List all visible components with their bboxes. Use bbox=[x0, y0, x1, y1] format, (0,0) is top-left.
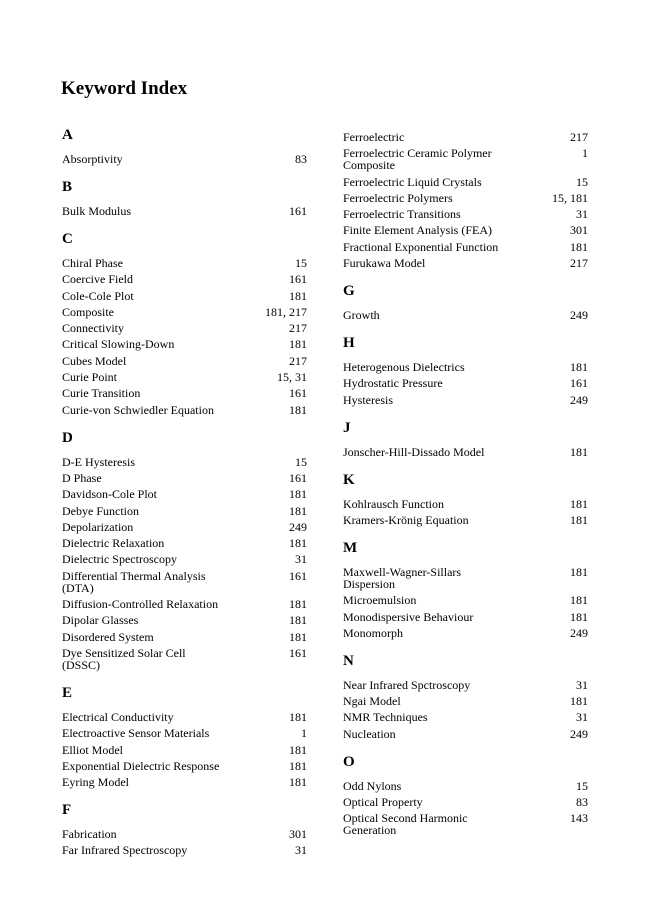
index-entry bbox=[62, 553, 307, 565]
entry-pages: 181 bbox=[289, 487, 307, 502]
entry-pages: 31 bbox=[295, 552, 307, 567]
index-entry bbox=[343, 711, 588, 723]
entry-term: Kohlrausch Function bbox=[343, 496, 444, 511]
index-entry bbox=[62, 306, 307, 318]
entry-pages: 161 bbox=[289, 470, 307, 485]
index-entry bbox=[343, 208, 588, 220]
entry-term: Jonscher-Hill-Dissado Model bbox=[343, 444, 485, 459]
index-section bbox=[62, 684, 307, 788]
index-entry bbox=[343, 446, 588, 458]
index-column-right bbox=[343, 131, 588, 849]
index-entry bbox=[62, 387, 307, 399]
entry-term: Microemulsion bbox=[343, 593, 417, 608]
entry-term: Fractional Exponential Function bbox=[343, 239, 499, 254]
entry-term: Optical Property bbox=[343, 795, 423, 810]
entry-pages: 217 bbox=[570, 256, 588, 271]
entry-pages: 181 bbox=[570, 512, 588, 527]
entry-term: Bulk Modulus bbox=[62, 204, 132, 218]
index-entry bbox=[343, 224, 588, 236]
entry-pages: 1 bbox=[301, 726, 307, 741]
entry-pages: 249 bbox=[289, 519, 307, 534]
index-section bbox=[343, 334, 588, 406]
entry-term: Monodispersive Behaviour bbox=[343, 609, 474, 624]
entry-term: Kramers-Krönig Equation bbox=[343, 512, 469, 527]
entry-term: Disordered System bbox=[62, 629, 154, 644]
entry-pages: 181 bbox=[289, 742, 307, 757]
entry-term: Coercive Field bbox=[62, 272, 133, 287]
index-entry bbox=[343, 695, 588, 707]
entry-pages: 181 bbox=[289, 288, 307, 303]
entry-pages: 83 bbox=[295, 152, 307, 166]
entry-term: Ferroelectric Ceramic Polymer Composite bbox=[343, 146, 492, 173]
index-entry bbox=[62, 257, 307, 269]
entry-term: Diffusion-Controlled Relaxation bbox=[62, 597, 219, 612]
entry-pages: 249 bbox=[570, 726, 588, 741]
index-section bbox=[343, 419, 588, 458]
page-title: Keyword Index bbox=[61, 78, 188, 99]
section-letter-heading: E bbox=[62, 684, 73, 701]
entry-term: Chiral Phase bbox=[62, 256, 123, 270]
index-entry bbox=[62, 273, 307, 285]
index-section bbox=[343, 652, 588, 740]
entry-term: Exponential Dielectric Response bbox=[62, 758, 220, 773]
index-entry bbox=[343, 394, 588, 406]
index-entry bbox=[62, 472, 307, 484]
section-letter-heading: B bbox=[62, 179, 73, 195]
index-entry bbox=[343, 361, 588, 373]
entry-pages: 249 bbox=[570, 308, 588, 323]
entry-term: Ngai Model bbox=[343, 694, 401, 709]
entry-term: Cole-Cole Plot bbox=[62, 288, 134, 303]
entry-pages: 181 bbox=[289, 629, 307, 644]
index-entry bbox=[343, 594, 588, 606]
entry-term: Dielectric Relaxation bbox=[62, 536, 165, 551]
entry-pages: 161 bbox=[289, 645, 307, 660]
entry-term: Maxwell-Wagner-Sillars Dispersion bbox=[343, 564, 462, 591]
index-entry bbox=[343, 241, 588, 253]
entry-term: Monomorph bbox=[343, 625, 403, 640]
entry-pages: 249 bbox=[570, 392, 588, 407]
index-entry bbox=[62, 290, 307, 302]
entry-pages: 181 bbox=[289, 402, 307, 417]
entry-term: Eyring Model bbox=[62, 775, 129, 790]
entry-pages: 217 bbox=[289, 321, 307, 336]
entry-pages: 181 bbox=[289, 503, 307, 518]
index-entry bbox=[343, 257, 588, 269]
index-entry bbox=[62, 505, 307, 517]
entry-term: Dielectric Spectroscopy bbox=[62, 552, 177, 567]
entry-term: Ferroelectric bbox=[343, 130, 405, 144]
section-letter-heading: D bbox=[62, 429, 73, 446]
entry-term: D-E Hysteresis bbox=[62, 454, 135, 469]
index-entry bbox=[62, 338, 307, 350]
index-entry bbox=[343, 131, 588, 143]
entry-term: Ferroelectric Liquid Crystals bbox=[343, 174, 482, 189]
index-entry bbox=[62, 598, 307, 610]
index-entry bbox=[343, 780, 588, 792]
entry-pages: 15 bbox=[576, 174, 588, 189]
index-entry bbox=[343, 176, 588, 188]
entry-pages: 181 bbox=[289, 337, 307, 352]
entry-pages: 217 bbox=[289, 353, 307, 368]
entry-term: Connectivity bbox=[62, 321, 124, 336]
index-column-left bbox=[62, 126, 307, 869]
entry-term: Electrical Conductivity bbox=[62, 709, 174, 724]
entry-term: Differential Thermal Analysis (DTA) bbox=[62, 568, 206, 595]
index-entry bbox=[62, 828, 307, 840]
entry-pages: 181 bbox=[570, 593, 588, 608]
section-letter-heading: F bbox=[62, 802, 72, 819]
index-section bbox=[343, 471, 588, 526]
entry-term: Optical Second Harmonic Generation bbox=[343, 811, 468, 838]
entry-pages: 181 bbox=[570, 444, 588, 459]
index-entry bbox=[62, 727, 307, 739]
entry-pages: 181 bbox=[289, 758, 307, 773]
entry-term: Ferroelectric Transitions bbox=[343, 207, 461, 222]
entry-term: Finite Element Analysis (FEA) bbox=[343, 223, 492, 238]
section-letter-heading: K bbox=[343, 471, 355, 488]
entry-term: Near Infrared Spctroscopy bbox=[343, 677, 471, 692]
index-entry bbox=[62, 631, 307, 643]
entry-pages: 15 bbox=[295, 256, 307, 270]
entry-pages: 249 bbox=[570, 625, 588, 640]
section-letter-heading: H bbox=[343, 335, 355, 352]
index-entry bbox=[343, 498, 588, 510]
index-section bbox=[62, 126, 307, 165]
index-entry bbox=[62, 205, 307, 217]
entry-term: Ferroelectric Polymers bbox=[343, 190, 453, 205]
entry-term: Curie-von Schwiedler Equation bbox=[62, 402, 214, 417]
entry-pages: 31 bbox=[295, 843, 307, 858]
entry-pages: 181 bbox=[570, 496, 588, 511]
index-entry bbox=[62, 776, 307, 788]
entry-term: Growth bbox=[343, 308, 380, 323]
index-entry bbox=[343, 812, 588, 836]
entry-pages: 161 bbox=[570, 376, 588, 391]
index-section bbox=[62, 230, 307, 416]
index-entry bbox=[62, 322, 307, 334]
index-entry bbox=[343, 566, 588, 590]
index-section bbox=[343, 282, 588, 321]
entry-term: Critical Slowing-Down bbox=[62, 337, 175, 352]
entry-term: Curie Transition bbox=[62, 386, 141, 401]
index-entry bbox=[343, 514, 588, 526]
section-letter-heading: C bbox=[62, 231, 73, 247]
entry-pages: 161 bbox=[289, 272, 307, 287]
section-letter-heading: N bbox=[343, 652, 354, 669]
index-entry bbox=[343, 728, 588, 740]
entry-pages: 181 bbox=[570, 239, 588, 254]
entry-pages: 181 bbox=[289, 613, 307, 628]
index-entry bbox=[62, 744, 307, 756]
entry-pages: 301 bbox=[289, 827, 307, 842]
entry-pages: 181 bbox=[289, 597, 307, 612]
entry-term: Electroactive Sensor Materials bbox=[62, 726, 210, 741]
entry-pages: 31 bbox=[576, 710, 588, 725]
index-entry bbox=[62, 711, 307, 723]
entry-term: Dipolar Glasses bbox=[62, 613, 139, 628]
index-entry bbox=[62, 537, 307, 549]
entry-pages: 31 bbox=[576, 677, 588, 692]
index-entry bbox=[62, 488, 307, 500]
index-entry bbox=[343, 192, 588, 204]
index-entry bbox=[343, 147, 588, 171]
entry-pages: 15, 31 bbox=[277, 370, 307, 385]
index-entry bbox=[343, 627, 588, 639]
index-entry bbox=[343, 679, 588, 691]
entry-pages: 83 bbox=[576, 795, 588, 810]
entry-term: Hydrostatic Pressure bbox=[343, 376, 443, 391]
entry-pages: 31 bbox=[576, 207, 588, 222]
entry-term: Nucleation bbox=[343, 726, 396, 741]
index-entry bbox=[62, 647, 307, 671]
index-entry bbox=[62, 456, 307, 468]
entry-pages: 143 bbox=[570, 811, 588, 826]
entry-term: Hysteresis bbox=[343, 392, 393, 407]
entry-term: D Phase bbox=[62, 470, 102, 485]
entry-pages: 161 bbox=[289, 568, 307, 583]
index-section bbox=[343, 539, 588, 639]
entry-pages: 181 bbox=[289, 709, 307, 724]
index-section bbox=[62, 178, 307, 217]
entry-term: Fabrication bbox=[62, 827, 117, 842]
entry-term: Cubes Model bbox=[62, 353, 127, 368]
entry-term: Furukawa Model bbox=[343, 256, 426, 271]
index-section bbox=[62, 429, 307, 671]
entry-pages: 181 bbox=[570, 564, 588, 579]
entry-term: Dye Sensitized Solar Cell (DSSC) bbox=[62, 645, 186, 672]
entry-pages: 181, 217 bbox=[265, 304, 307, 319]
entry-pages: 181 bbox=[570, 694, 588, 709]
entry-pages: 15, 181 bbox=[552, 190, 588, 205]
entry-pages: 181 bbox=[570, 360, 588, 375]
index-entry bbox=[62, 153, 307, 165]
section-letter-heading: J bbox=[343, 419, 351, 436]
index-section bbox=[343, 753, 588, 837]
entry-pages: 161 bbox=[289, 204, 307, 218]
section-letter-heading: A bbox=[62, 127, 73, 143]
section-letter-heading: M bbox=[343, 539, 358, 556]
entry-pages: 301 bbox=[570, 223, 588, 238]
entry-term: Composite bbox=[62, 304, 115, 319]
index-entry bbox=[62, 614, 307, 626]
entry-term: Odd Nylons bbox=[343, 778, 402, 793]
entry-pages: 15 bbox=[295, 454, 307, 469]
entry-term: Davidson-Cole Plot bbox=[62, 487, 157, 502]
index-entry bbox=[62, 844, 307, 856]
index-entry bbox=[62, 355, 307, 367]
entry-term: NMR Techniques bbox=[343, 710, 428, 725]
entry-pages: 161 bbox=[289, 386, 307, 401]
entry-term: Depolarization bbox=[62, 519, 134, 534]
entry-term: Heterogenous Dielectrics bbox=[343, 360, 465, 375]
index-entry bbox=[62, 760, 307, 772]
index-entry bbox=[343, 377, 588, 389]
index-entry bbox=[62, 521, 307, 533]
entry-term: Debye Function bbox=[62, 503, 139, 518]
index-entry bbox=[62, 570, 307, 594]
entry-pages: 15 bbox=[576, 778, 588, 793]
entry-pages: 181 bbox=[289, 536, 307, 551]
index-entry bbox=[343, 611, 588, 623]
entry-term: Far Infrared Spectroscopy bbox=[62, 843, 188, 858]
entry-pages: 217 bbox=[570, 130, 588, 144]
entry-pages: 181 bbox=[570, 609, 588, 624]
index-entry bbox=[343, 309, 588, 321]
index-section bbox=[343, 131, 588, 269]
section-letter-heading: G bbox=[343, 283, 355, 300]
entry-pages: 1 bbox=[582, 146, 588, 161]
index-section bbox=[62, 801, 307, 856]
entry-pages: 181 bbox=[289, 775, 307, 790]
index-entry bbox=[62, 371, 307, 383]
entry-term: Elliot Model bbox=[62, 742, 123, 757]
section-letter-heading: O bbox=[343, 753, 355, 770]
entry-term: Curie Point bbox=[62, 370, 118, 385]
entry-term: Absorptivity bbox=[62, 152, 123, 166]
index-entry bbox=[343, 796, 588, 808]
index-entry bbox=[62, 404, 307, 416]
